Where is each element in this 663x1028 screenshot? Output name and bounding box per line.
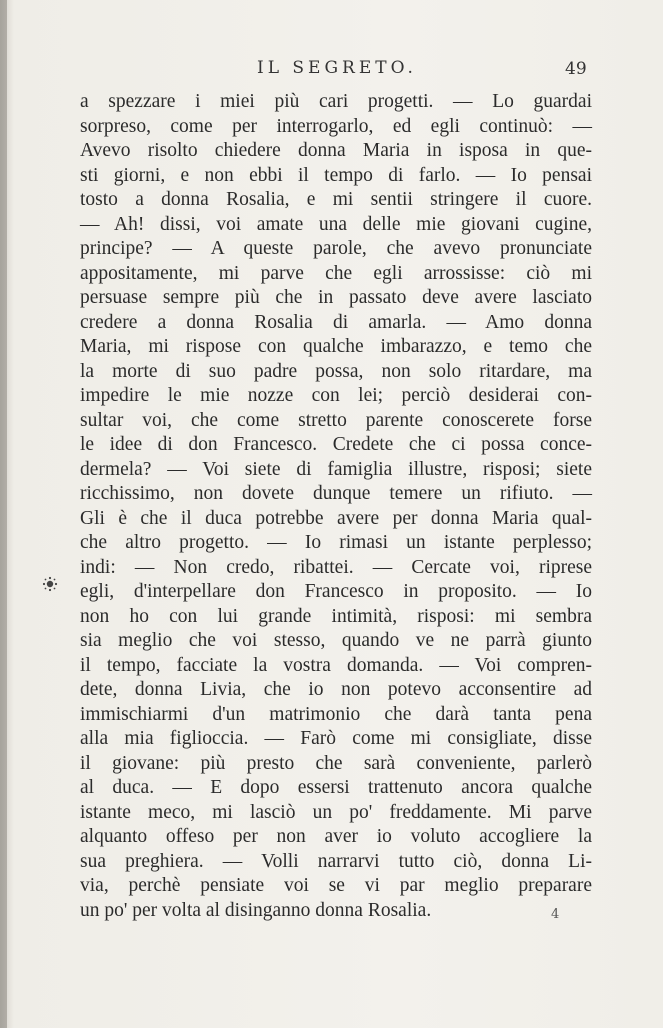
text-line: via, perchè pensiate voi se vi par meglio preparare xyxy=(80,875,592,896)
text-line: istante meco, mi lasciò un po' freddamente. Mi parve xyxy=(80,801,592,823)
text-line: il tempo, facciate la vostra domanda. — Voi compren- xyxy=(80,654,592,676)
running-title: IL SEGRETO. xyxy=(257,58,417,78)
text-line: sti giorni, e non ebbi il tempo di farlo. — Io pensai xyxy=(80,164,592,186)
text-line: sultar voi, che come stretto parente conoscerete forse xyxy=(80,409,592,431)
text-line: — Ah! dissi, voi amate una delle mie giovani cugine, xyxy=(80,213,592,235)
text-line: il giovane: più presto che sarà conveniente, parlerò xyxy=(80,752,592,774)
text-line: tosto a donna Rosalia, e mi sentii stringere il cuore. xyxy=(80,189,592,210)
text-line: dermela? — Voi siete di famiglia illustre, risposi; siete xyxy=(80,458,592,480)
text-line: a spezzare i miei più cari progetti. — Lo guardai xyxy=(80,91,592,112)
page-spine-shadow xyxy=(0,0,7,1028)
text-line: appositamente, mi parve che egli arrossisse: ciò mi xyxy=(80,262,592,284)
text-line: Maria, mi rispose con qualche imbarazzo, e temo che xyxy=(80,336,592,357)
text-line: al duca. — E dopo essersi trattenuto ancora qualche xyxy=(80,777,592,798)
text-line: indi: — Non credo, ribattei. — Cercate voi, riprese xyxy=(80,556,592,578)
text-line: alquanto offeso per non aver io voluto accogliere la xyxy=(80,826,592,847)
text-line: non ho con lui grande intimità, risposi: mi sembra xyxy=(80,605,592,627)
text-line: credere a donna Rosalia di amarla. — Amo donna xyxy=(80,311,592,333)
signature-mark: 4 xyxy=(551,907,560,922)
text-line: sorpreso, come per interrogarlo, ed egli continuò: — xyxy=(80,115,592,137)
body-text xyxy=(80,90,592,923)
text-line: un po' per volta al disinganno donna Rosalia. xyxy=(80,899,432,921)
ink-blot-mark xyxy=(42,576,58,592)
text-line: ricchissimo, non dovete dunque temere un rifiuto. — xyxy=(80,483,592,504)
text-line: dete, donna Livia, che io non potevo acconsentire ad xyxy=(80,679,592,700)
page-number: 49 xyxy=(565,59,587,79)
text-line: che altro progetto. — Io rimasi un istante perplesso; xyxy=(80,532,592,553)
text-line: la morte di suo padre possa, non solo ritardare, ma xyxy=(80,360,592,382)
text-line: egli, d'interpellare don Francesco in proposito. — Io xyxy=(80,581,592,602)
text-line: le idee di don Francesco. Credete che ci possa conce- xyxy=(80,434,592,455)
text-line: sua preghiera. — Volli narrarvi tutto ciò, donna Li- xyxy=(80,850,592,872)
text-line: immischiarmi d'un matrimonio che darà tanta pena xyxy=(80,703,592,725)
text-line: alla mia figlioccia. — Farò come mi consigliate, disse xyxy=(80,728,592,749)
text-line: persuase sempre più che in passato deve avere lasciato xyxy=(80,287,592,308)
page-header xyxy=(0,58,663,82)
text-line: Avevo risolto chiedere donna Maria in isposa in que- xyxy=(80,140,592,161)
text-line: Gli è che il duca potrebbe avere per donna Maria qual- xyxy=(80,507,592,529)
text-line: sia meglio che voi stesso, quando ve ne parrà giunto xyxy=(80,630,592,651)
text-line: impedire le mie nozze con lei; perciò desiderai con- xyxy=(80,385,592,406)
text-line: principe? — A queste parole, che avevo pronunciate xyxy=(80,238,592,259)
